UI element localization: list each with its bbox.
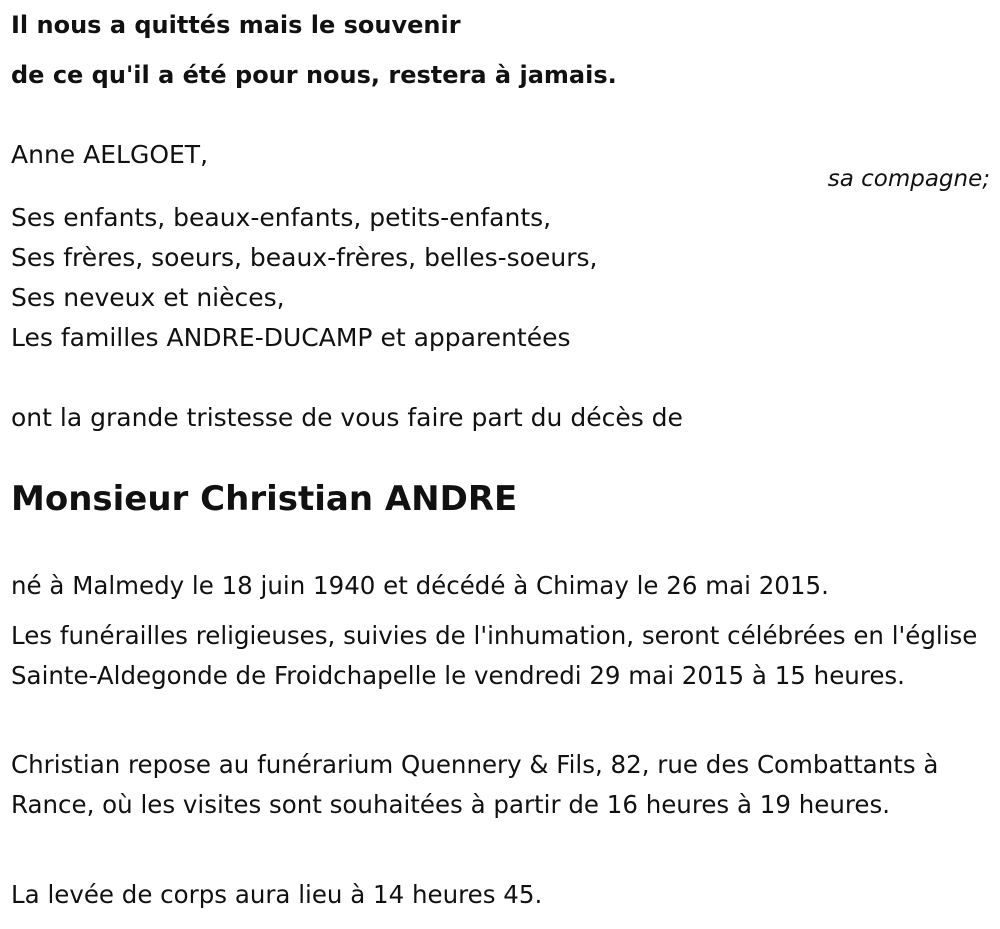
funeral-text: Les funérailles religieuses, suivies de l'inhumation, seront célébrées en l'église Sainte-Aldegonde de Froidchapelle le vendredi 29 mai 2015 à 15 heures. [11,621,978,690]
family-member: Les familles ANDRE-DUCAMP et apparentées [11,323,571,352]
epitaph-line-1: Il nous a quittés mais le souvenir [11,11,461,39]
family-member: Ses neveux et nièces, [11,283,285,312]
family-member: Ses enfants, beaux-enfants, petits-enfants, [11,203,552,232]
deceased-name: Monsieur Christian ANDRE [11,479,518,519]
partner-role: sa compagne; [827,166,990,192]
partner-name: Anne AELGOET, [11,140,209,169]
visitation-text: Christian repose au funérarium Quennery & Fils, 82, rue des Combattants à Rance, où les visites sont souhaitées à partir de 16 heures à 19 heures. [11,750,939,819]
announcement-text: ont la grande tristesse de vous faire part du décès de [11,403,683,432]
family-member: Ses frères, soeurs, beaux-frères, belles-soeurs, [11,243,598,272]
birth-death-text: né à Malmedy le 18 juin 1940 et décédé à Chimay le 26 mai 2015. [11,571,829,600]
epitaph-line-2: de ce qu'il a été pour nous, restera à jamais. [11,61,617,89]
procession-text: La levée de corps aura lieu à 14 heures 45. [11,880,543,909]
